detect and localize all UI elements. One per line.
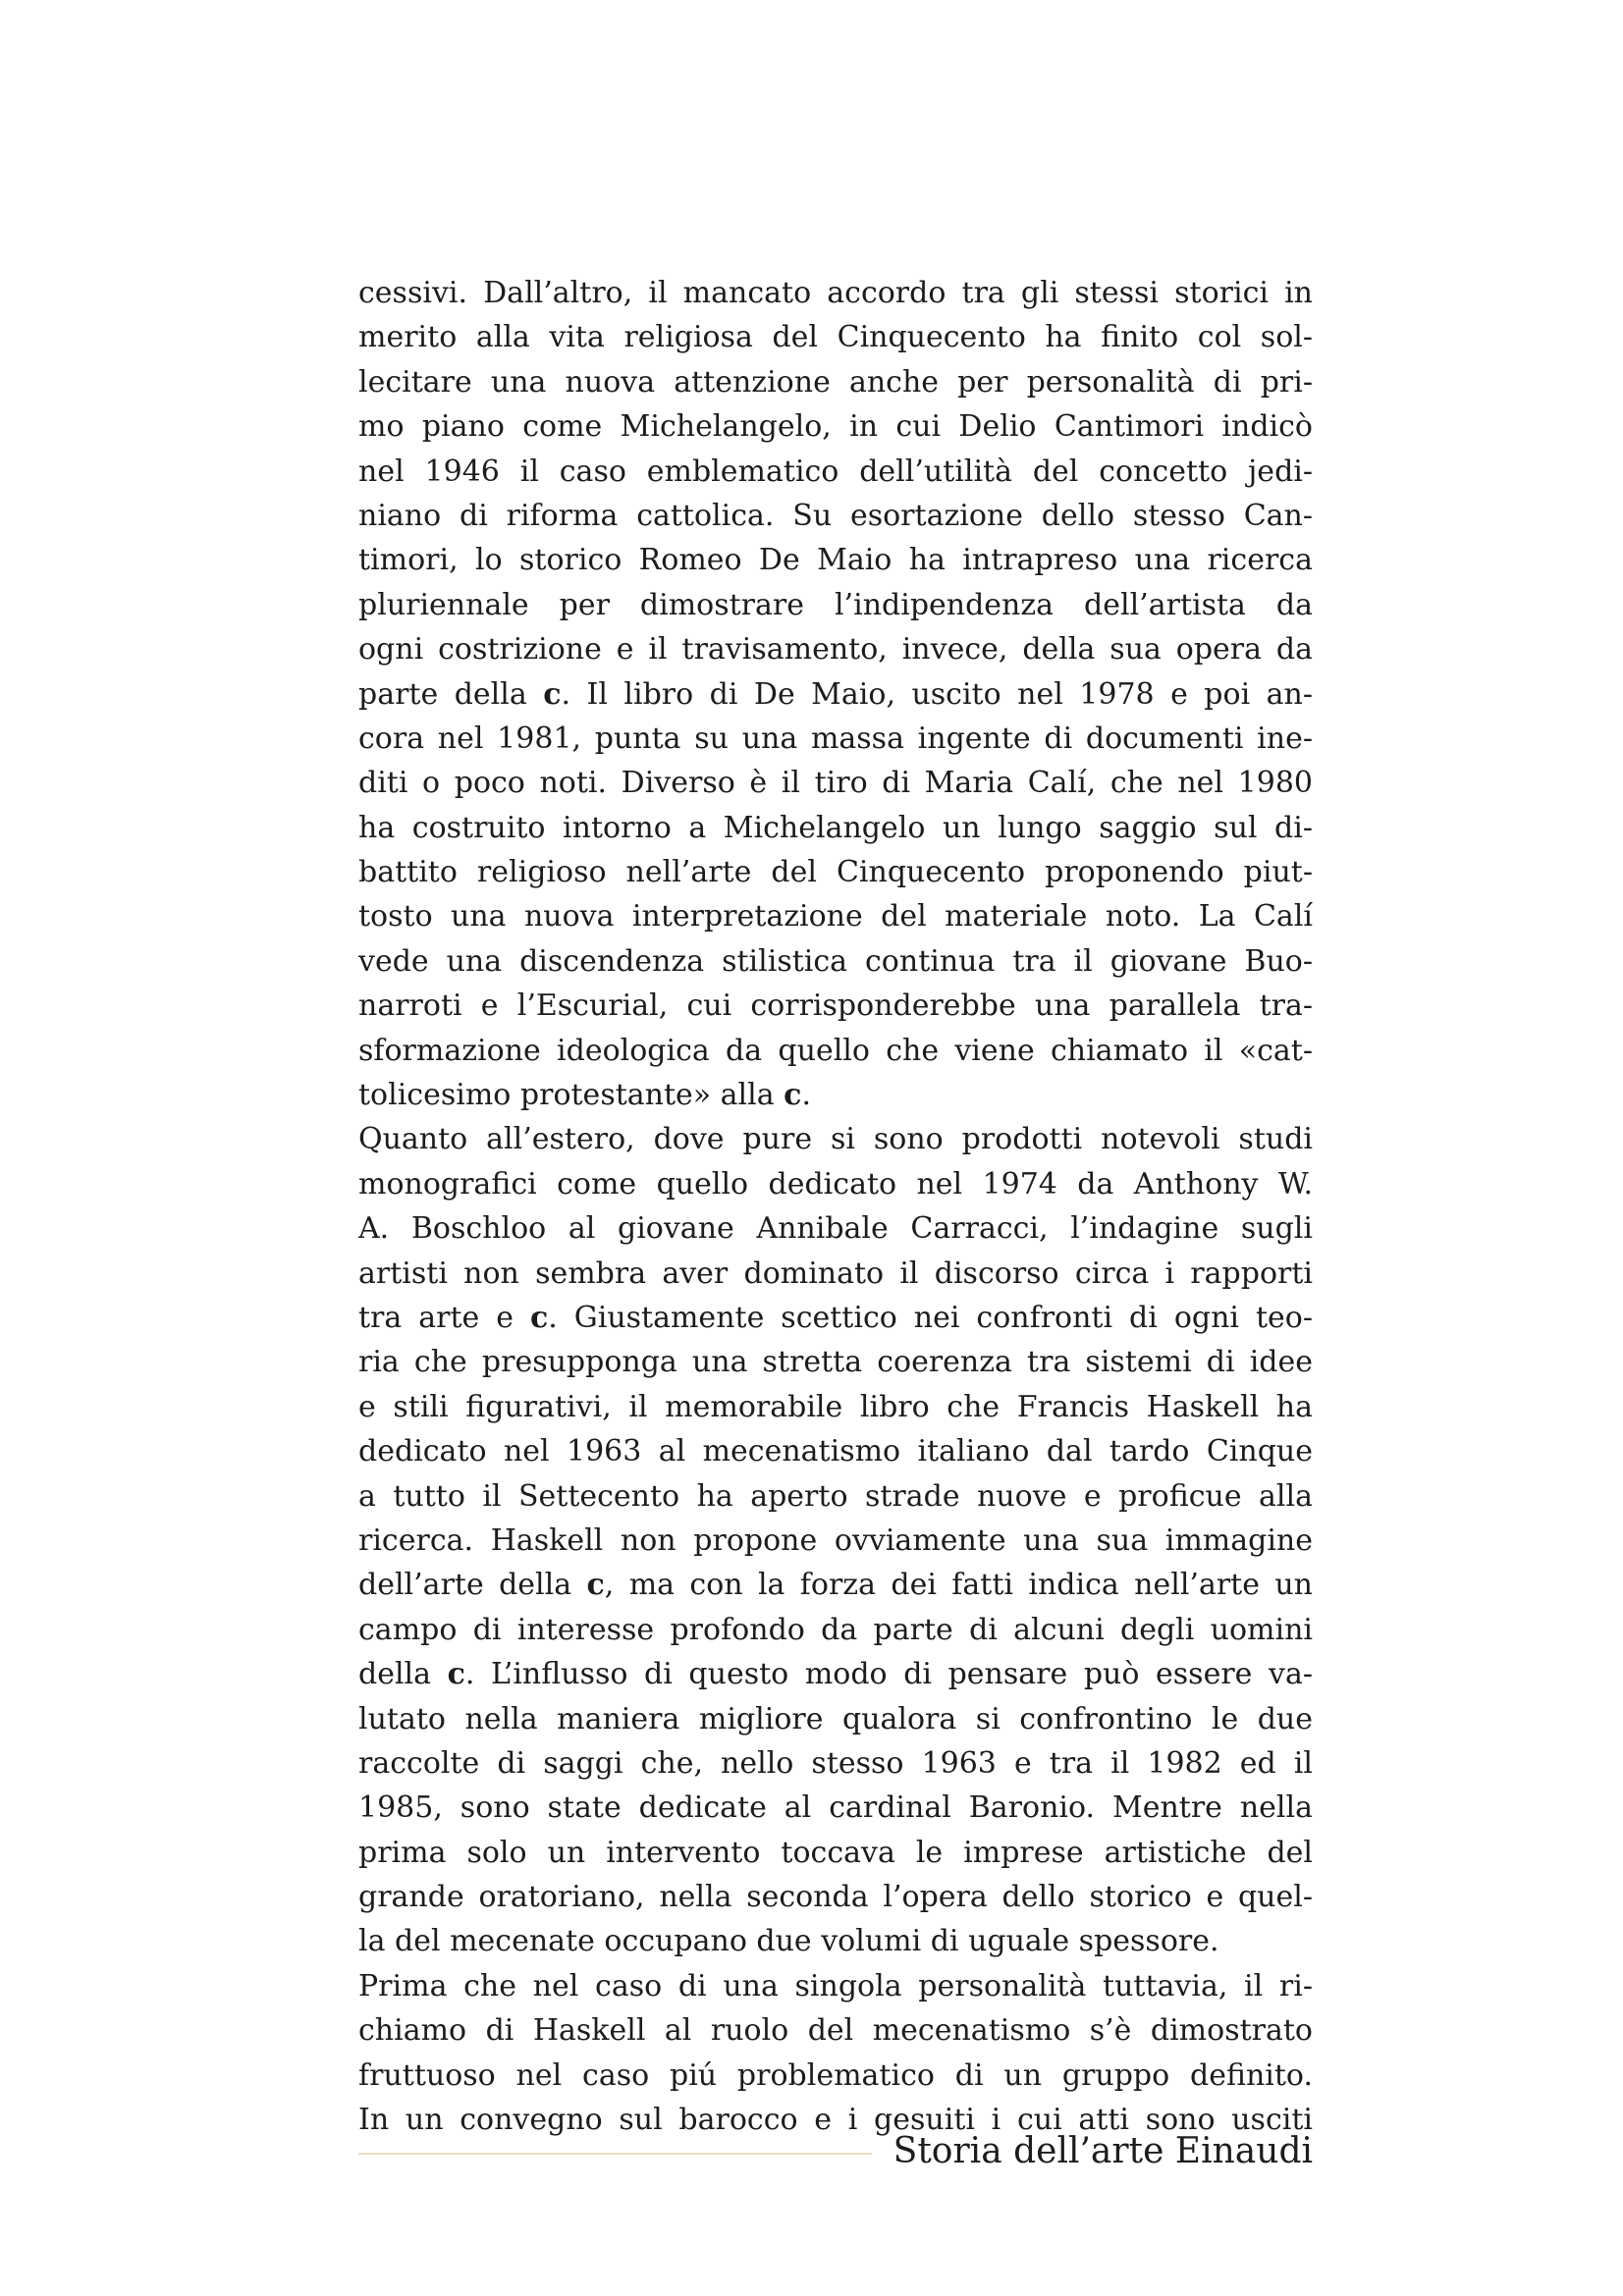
text-run: la del mecenate occupano due volumi di uguale spessore. xyxy=(358,1924,1219,1959)
text-run: monografici come quello dedicato nel 1974 da Anthony W. xyxy=(358,1166,1313,1201)
text-run: ha costruito intorno a Michelangelo un lungo saggio sul di- xyxy=(358,810,1313,845)
bold-abbreviation: c xyxy=(586,1568,605,1603)
text-line xyxy=(358,1296,1313,1340)
text-line xyxy=(358,761,1313,805)
text-line xyxy=(358,806,1313,850)
text-line xyxy=(358,404,1313,449)
text-run: . Giustamente scettico nei confronti di ogni teo- xyxy=(548,1300,1313,1335)
text-run: cessivi. Dall’altro, il mancato accordo tra gli stessi storici in xyxy=(358,276,1313,310)
text-run: mo piano come Michelangelo, in cui Delio Cantimori indicò xyxy=(358,409,1313,445)
text-run: chiamo di Haskell al ruolo del mecenatismo s’è dimostrato xyxy=(358,2013,1313,2049)
text-run: 1985, sono state dedicate al cardinal Baronio. Mentre nella xyxy=(358,1790,1313,1826)
text-line xyxy=(358,1563,1313,1607)
text-run: raccolte di saggi che, nello stesso 1963 e tra il 1982 ed il xyxy=(358,1745,1313,1781)
text-run: della xyxy=(358,1657,448,1692)
text-run: lutato nella maniera migliore qualora si confrontino le due xyxy=(358,1701,1313,1736)
text-line xyxy=(358,1474,1313,1519)
text-run: diti o poco noti. Diverso è il tiro di Maria Calí, che nel 1980 xyxy=(358,766,1313,801)
bold-abbreviation: c xyxy=(784,1078,802,1113)
text-run: . Il libro di De Maio, uscito nel 1978 e poi an- xyxy=(561,676,1313,712)
text-line xyxy=(358,1340,1313,1384)
text-run: A. Boschloo al giovane Annibale Carracci, l’indagine sugli xyxy=(358,1211,1313,1247)
text-line xyxy=(358,2054,1313,2098)
text-run: niano di riforma cattolica. Su esortazione dello stesso Can- xyxy=(358,498,1313,533)
text-run: cora nel 1981, punta su una massa ingente di documenti ine- xyxy=(358,721,1313,756)
text-line xyxy=(358,450,1313,494)
text-line xyxy=(358,1117,1313,1161)
text-line xyxy=(358,1697,1313,1741)
text-run: prima solo un intervento toccava le imprese artistiche del xyxy=(358,1835,1313,1870)
bold-abbreviation: c xyxy=(447,1657,465,1692)
text-line xyxy=(358,717,1313,761)
text-line xyxy=(358,1741,1313,1786)
text-line xyxy=(358,1786,1313,1830)
text-run: ria che presupponga una stretta coerenza tra sistemi di idee xyxy=(358,1345,1313,1380)
text-line xyxy=(358,1919,1313,1963)
text-run: dell’arte della xyxy=(358,1568,587,1603)
text-run: lecitare una nuova attenzione anche per personalità di pri- xyxy=(358,364,1313,400)
text-line xyxy=(358,939,1313,984)
text-line xyxy=(358,538,1313,582)
text-line xyxy=(358,1073,1313,1117)
text-run: artisti non sembra aver dominato il discorso circa i rapporti xyxy=(358,1255,1313,1291)
text-line xyxy=(358,1831,1313,1875)
text-line xyxy=(358,1875,1313,1919)
text-line xyxy=(358,1252,1313,1296)
footer-title: Storia dell’arte Einaudi xyxy=(893,2131,1313,2171)
text-line xyxy=(358,271,1313,315)
text-run: timori, lo storico Romeo De Maio ha intrapreso una ricerca xyxy=(358,543,1313,578)
text-run: campo di interesse profondo da parte di alcuni degli uomini xyxy=(358,1612,1313,1647)
text-line xyxy=(358,1385,1313,1429)
text-run: grande oratoriano, nella seconda l’opera dello storico e quel- xyxy=(358,1880,1313,1915)
text-run: tolicesimo protestante» alla xyxy=(358,1078,784,1113)
text-run: sformazione ideologica da quello che viene chiamato il «cat- xyxy=(358,1033,1313,1068)
text-line xyxy=(358,627,1313,671)
text-run: e stili figurativi, il memorabile libro che Francis Haskell ha xyxy=(358,1389,1313,1424)
text-line xyxy=(358,315,1313,359)
bold-abbreviation: c xyxy=(529,1300,549,1335)
text-line xyxy=(358,1029,1313,1073)
text-line xyxy=(358,850,1313,894)
text-line xyxy=(358,984,1313,1028)
text-run: battito religioso nell’arte del Cinquecento proponendo piut- xyxy=(358,855,1313,890)
text-run: tra arte e xyxy=(358,1300,530,1335)
text-line xyxy=(358,494,1313,538)
text-line xyxy=(358,360,1313,404)
text-run: ogni costrizione e il travisamento, invece, della sua opera da xyxy=(358,632,1313,667)
text-run: vede una discendenza stilistica continua tra il giovane Buo- xyxy=(358,943,1313,979)
text-line xyxy=(358,1652,1313,1696)
text-line xyxy=(358,2008,1313,2053)
text-run: . L’influsso di questo modo di pensare può essere va- xyxy=(464,1657,1313,1692)
text-line xyxy=(358,894,1313,938)
text-line xyxy=(358,1206,1313,1251)
text-line xyxy=(358,1608,1313,1652)
footer-rule xyxy=(358,2153,872,2155)
text-run: narroti e l’Escurial, cui corrisponderebbe una parallela tra- xyxy=(358,988,1313,1024)
text-line xyxy=(358,1964,1313,2008)
text-run: fruttuoso nel caso piú problematico di un gruppo definito. xyxy=(358,2057,1313,2093)
text-line xyxy=(358,583,1313,627)
text-line xyxy=(358,1429,1313,1473)
text-run: a tutto il Settecento ha aperto strade nuove e proficue alla xyxy=(358,1478,1313,1514)
text-line xyxy=(358,672,1313,717)
text-run: In un convegno sul barocco e i gesuiti i cui atti sono usciti xyxy=(358,2103,1313,2138)
text-line xyxy=(358,1519,1313,1563)
bold-abbreviation: c xyxy=(543,676,562,712)
text-run: ricerca. Haskell non propone ovviamente una sua immagine xyxy=(358,1522,1313,1558)
text-run: . xyxy=(801,1078,811,1113)
text-line xyxy=(358,1162,1313,1206)
text-run: pluriennale per dimostrare l’indipendenza dell’artista da xyxy=(358,587,1313,622)
text-run: nel 1946 il caso emblematico dell’utilità del concetto jedi- xyxy=(358,454,1313,489)
text-run: Quanto all’estero, dove pure si sono prodotti notevoli studi xyxy=(358,1122,1313,1157)
text-run: merito alla vita religiosa del Cinquecento ha finito col sol- xyxy=(358,320,1313,355)
text-run: parte della xyxy=(358,676,544,712)
body-text xyxy=(358,271,1313,2142)
text-run: tosto una nuova interpretazione del materiale noto. La Calí xyxy=(358,899,1313,934)
text-run: Prima che nel caso di una singola personalità tuttavia, il ri- xyxy=(358,1968,1313,2003)
text-run: , ma con la forza dei fatti indica nell’arte un xyxy=(604,1568,1313,1603)
text-run: dedicato nel 1963 al mecenatismo italiano dal tardo Cinque xyxy=(358,1434,1313,1469)
